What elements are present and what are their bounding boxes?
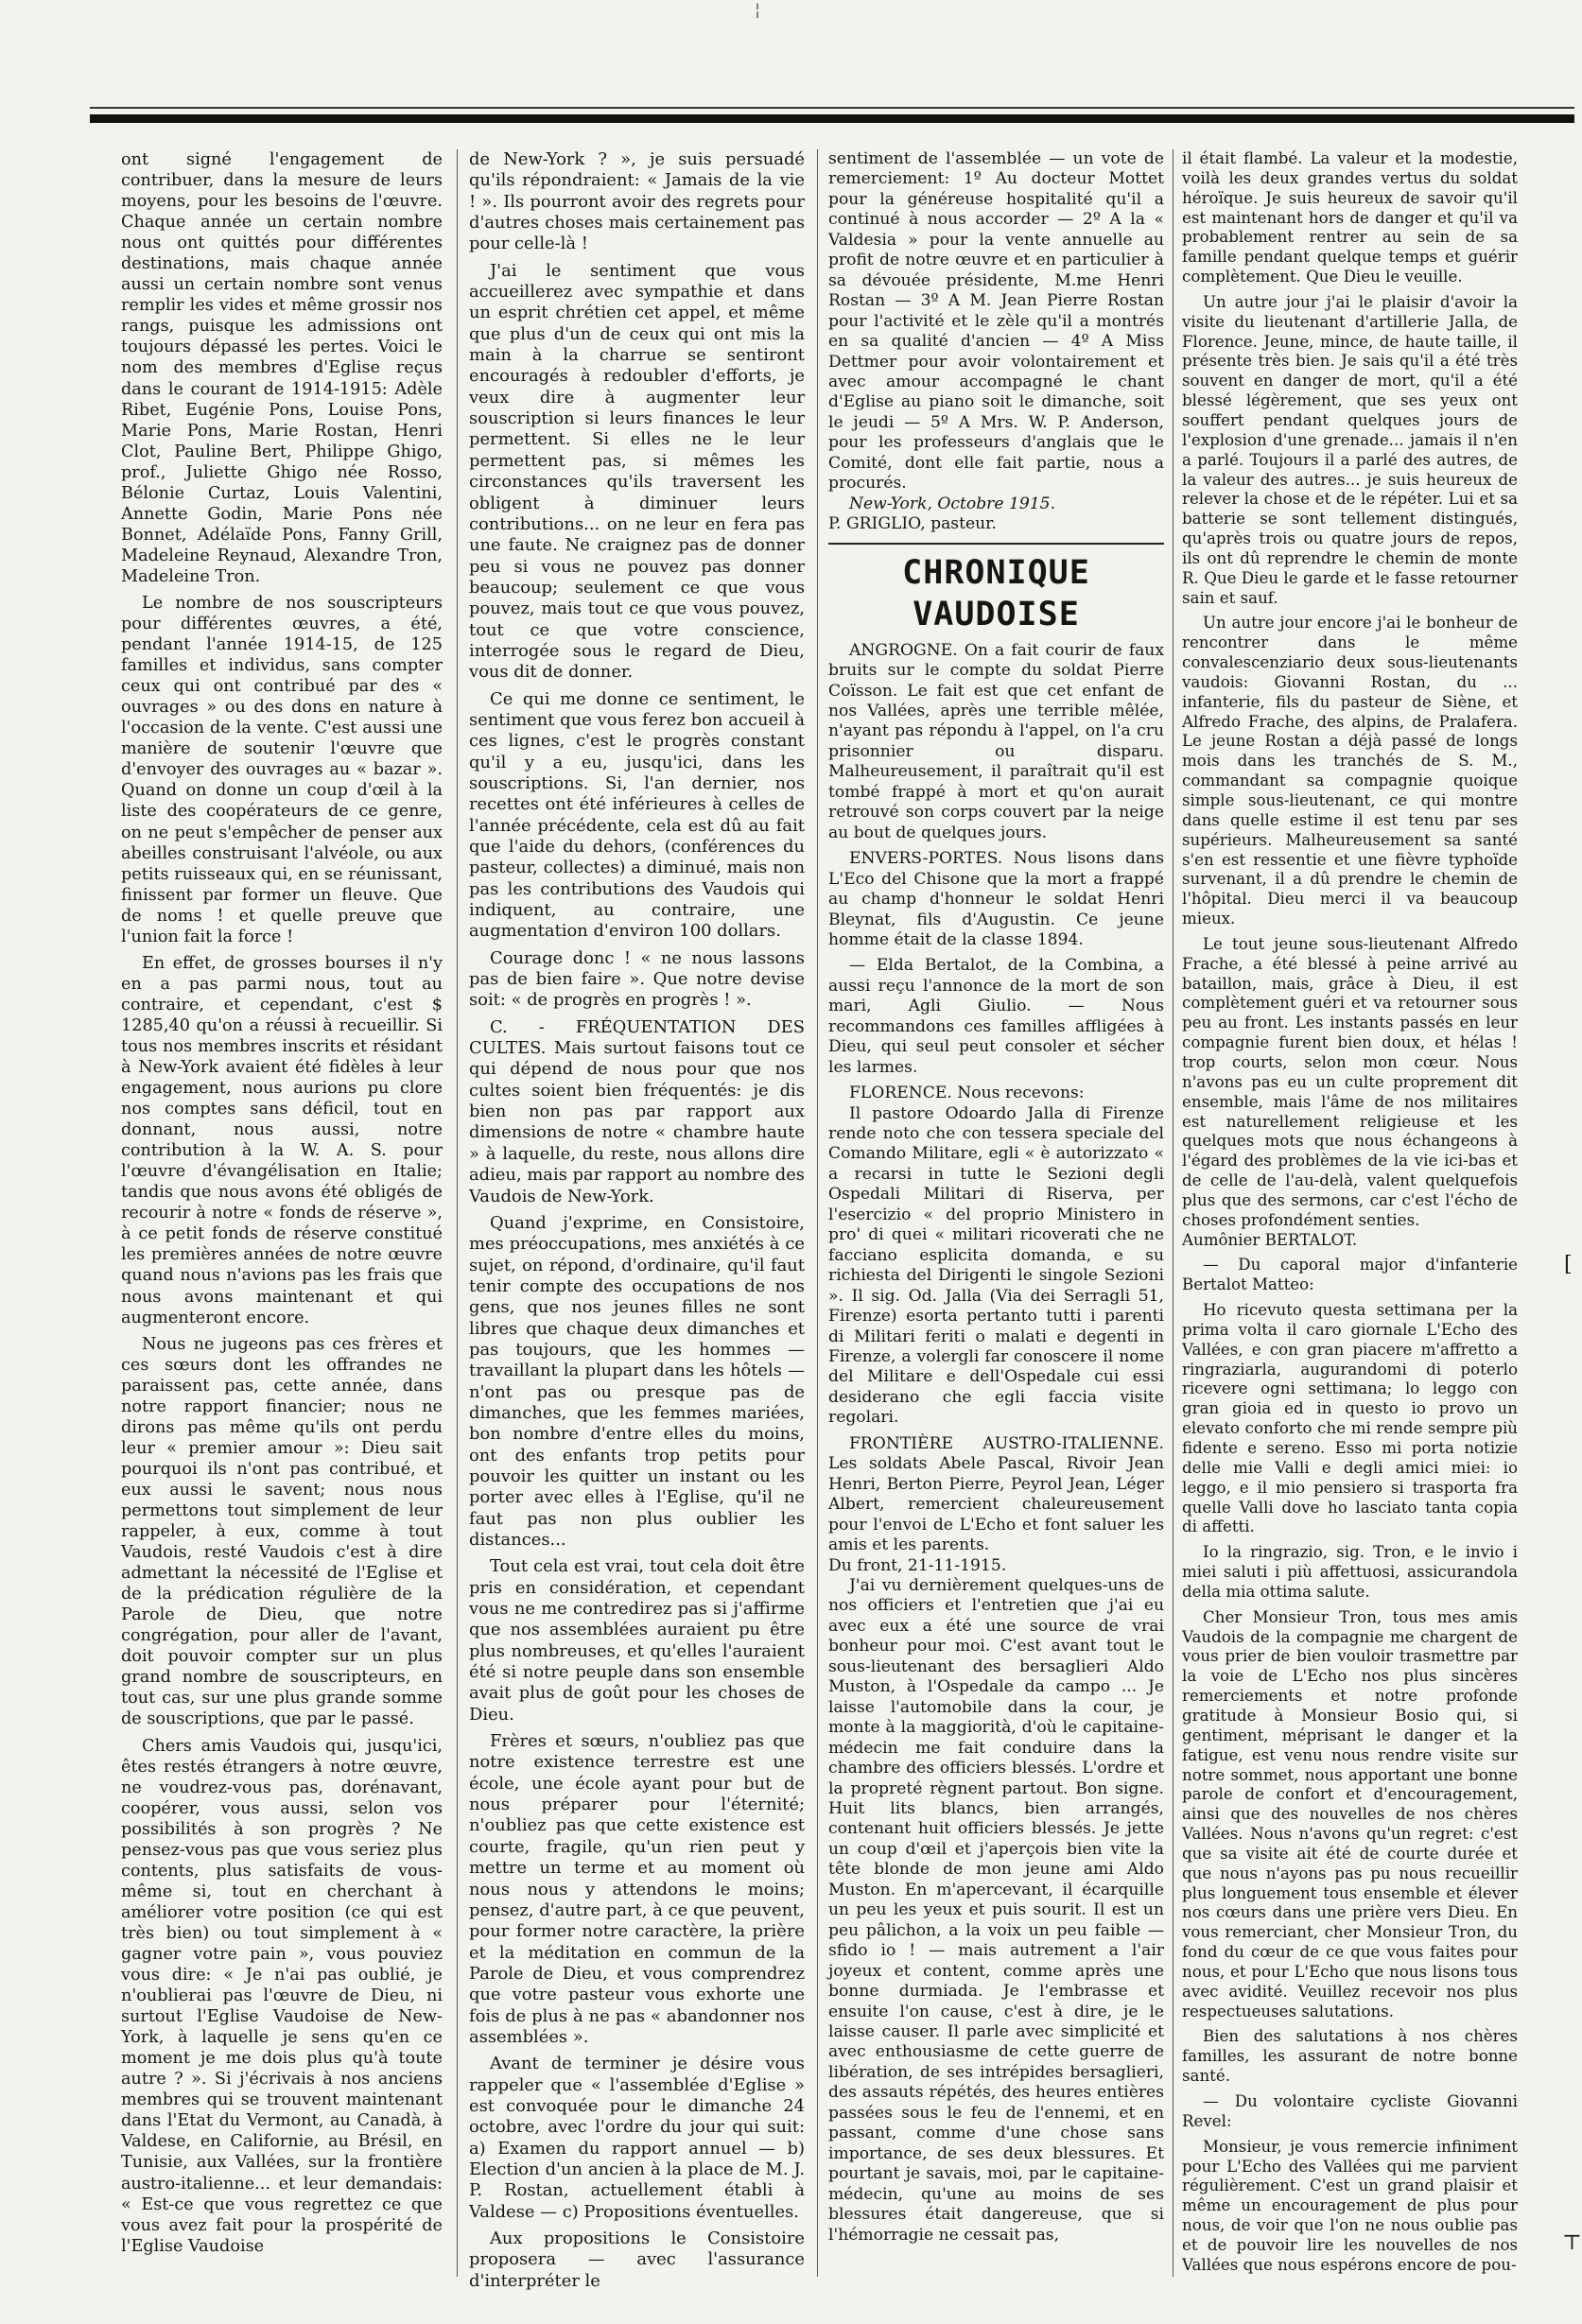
paragraph: Bien des salutations à nos chères familles, les assurant de notre bonne santé. [1182, 2027, 1518, 2086]
paragraph: Un autre jour j'ai le plaisir d'avoir la visite du lieutenant d'artillerie Jalla, de Florence. Jeune, mince, de haute taille, il présente très bien. Je sais qu'il a été très souvent en danger de mort, qu'il a été blessé légèrement, que ses yeux ont souffert pendant quelques jours de l'explosion d'une grenade... jamais il n'en a parlé. Toujours il a parlé des autres, de la valeur des autres... je suis heureux de relever la chose et de le répéter. Lui et sa batterie se sont tellement distingués, qu'après trois ou quatre jours de repos, ils ont dû reprendre le chemin de monte R. Que Dieu le garde et le fasse retourner sain et sauf. [1182, 292, 1518, 607]
column-1 [121, 149, 443, 2257]
dateline: New-York, Octobre 1915. [849, 494, 1056, 513]
signature: P. GRIGLIO, pasteur. [828, 514, 997, 534]
paragraph: ENVERS-PORTES. Nous lisons dans L'Eco del Chisone que la mort a frappé au champ d'honneur le soldat Henri Bleynat, fils d'Augustin. Ce jeune homme était de la classe 1894. [828, 849, 1164, 949]
paragraph: Courage donc ! « ne nous lassons pas de bien faire ». Que notre devise soit: « de progrès en progrès ! ». [469, 947, 805, 1011]
header-thin-rule [90, 107, 1574, 109]
paragraph: Un autre jour encore j'ai le bonheur de rencontrer dans le même convalescenziario deux sous-lieutenants vaudois: Giovanni Rostan, du ... infanterie, fils du pasteur de Siène, et Alfredo Frache, des alpins, de Pralafera. Le jeune Rostan a déjà passé de longs mois dans les tranchés de S. M., commandant sa compagnie quoique simple sous-lieutenant, ce qui montre dans quelle estime il est tenu par ses supérieurs. Malheureusement sa santé s'en est ressentie et une fièvre typhoïde survenant, il a dû prendre le chemin de l'hôpital. Dieu merci il va beaucoup mieux. [1182, 614, 1518, 928]
column-2 [469, 149, 805, 2292]
paragraph: Avant de terminer je désire vous rappeler que « l'assemblée d'Eglise » est convoquée pour le dimanche 24 octobre, avec l'ordre du jour qui suit: a) Examen du rapport annuel — b) Election d'un ancien à la place de M. J. P. Rostan, actuellement établi à Valdese — c) Propositions éventuelles. [469, 2054, 805, 2222]
paragraph: de New-York ? », je suis persuadé qu'ils répondraient: « Jamais de la vie ! ». Ils pourront avoir des regrets pour d'autres choses mais certainement pas pour celle-là ! [469, 149, 805, 254]
paragraph: ANGROGNE. On a fait courir de faux bruits sur le compte du soldat Pierre Coïsson. Le fait est que cet enfant de nos Vallées, après une terrible mêlée, n'ayant pas répondu à l'appel, on l'a cru prisonnier ou disparu. Malheureusement, il paraîtrait qu'il est tombé frappé à mort et qu'on aurait retrouvé son corps couvert par la neige au bout de quelques jours. [828, 640, 1164, 842]
column-divider [817, 149, 818, 2277]
paragraph: Monsieur, je vous remercie infiniment pour L'Echo des Vallées qui me parvient régulièrement. C'est un grand plaisir et même un encouragement de plus pour nous, de voir que l'on ne nous oublie pas et de pouvoir lire les nouvelles de nos Vallées que nous espérons encore de pou- [1182, 2137, 1518, 2274]
byline: — Du caporal major d'infanterie Bertalot Matteo: [1182, 1256, 1518, 1294]
signature: Aumônier BERTALOT. [1182, 1230, 1358, 1249]
paragraph: sentiment de l'assemblée — un vote de remerciement: 1º Au docteur Mottet pour la généreuse hospitalité qu'il a continué à nous accorder — 2º A la « Valdesia » pour la vente annuelle au profit de notre œuvre et en particulier à sa dévouée présidente, M.me Henri Rostan — 3º A M. Jean Pierre Rostan pour l'activité et le zèle qu'il a montrés en sa qualité d'ancien — 4º A Miss Dettmer pour avoir volontairement et avec amour accompagné le chant d'Eglise au piano soit le dimanche, soit le jeudi — 5º A Mrs. W. P. Anderson, pour les professeurs d'anglais que le Comité, dont elle fait partie, nous a procurés. [828, 149, 1164, 494]
paragraph: Ho ricevuto questa settimana per la prima volta il caro giornale L'Echo des Vallées, e con gran piacere m'affretto a ringraziarla, augurandomi di poterlo ricevere ogni settimana; lo leggo con gran gioia ed in questo io provo un elevato conforto che mi rende sempre più fidente e sereno. Esso mi porta notizie delle mie Valli e degli amici miei: io leggo, e il mio pensiero si trasporta fra quelle Valli dove ho lasciato tanta copia di affetti. [1182, 1301, 1518, 1536]
header-thick-rule [90, 114, 1574, 123]
paragraph: J'ai le sentiment que vous accueillerez avec sympathie et dans un esprit chrétien cet appel, et même que plus d'un de ceux qui ont mis la main à la charrue se sentiront encouragés à redoubler d'efforts, je veux dire à augmenter leur souscription si leurs finances le leur permettent. Si elles ne le leur permettent pas, si mêmes les circonstances qu'ils traversent les obligent à diminuer leurs contributions... on ne leur en fera pas une faute. Ne craignez pas de donner peu si vous ne pouvez pas donner beaucoup; seulement ce que vous pouvez, mais tout ce que vous pouvez, tout ce que votre conscience, interrogée sous le regard de Dieu, vous dit de donner. [469, 260, 805, 683]
paragraph: Le tout jeune sous-lieutenant Alfredo Frache, a été blessé à peine arrivé au bataillon, mais, grâce à Dieu, il est complètement guéri et va retourner sous peu au front. Les instants passés en leur compagnie furent bien doux, et hélas ! trop courts, selon mon cœur. Nous n'avons pas eu un culte proprement dit ensemble, mais l'âme de nos militaires est naturellement religieuse et les quelques mots que nous échangeons à l'égard des problèmes de la vie ici-bas et de celle de l'au-delà, valent quelquefois plus que des sermons, car c'est l'écho de choses profondément senties. [1182, 934, 1518, 1229]
column-4 [1182, 149, 1518, 2276]
dateline: Du front, 21-11-1915. [828, 1555, 1007, 1575]
section-title: CHRONIQUE VAUDOISE [902, 553, 1090, 633]
paragraph: ont signé l'engagement de contribuer, dans la mesure de leurs moyens, pour les besoins de l'œuvre. Chaque année un certain nombre nous ont quittés pour différentes destinations, mais chaque année aussi un certain nombre sont venus remplir les vides et même grossir nos rangs, puisque les admissions ont toujours dépassé les pertes. Voici le nom des membres d'Eglise reçus dans le courant de 1914-1915: Adèle Ribet, Eugénie Pons, Louise Pons, Marie Pons, Marie Rostan, Henri Clot, Pauline Bert, Philippe Ghigo, prof., Juliette Ghigo née Rosso, Bélonie Curtaz, Louis Valentini, Annette Godin, Marie Pons née Bonnet, Adélaïde Pons, Fanny Grill, Madeleine Reynaud, Alexandre Tron, Madeleine Tron. [121, 150, 443, 586]
byline: — Du volontaire cycliste Giovanni Revel: [1182, 2092, 1518, 2130]
paragraph: il était flambé. La valeur et la modestie, voilà les deux grandes vertus du soldat héroïque. Je suis heureux de savoir qu'il est maintenant hors de danger et qu'il va probablement rentrer au sein de sa famille pendant quelque temps et guérir complètement. Que Dieu le veuille. [1182, 149, 1518, 286]
paragraph: Il pastore Odoardo Jalla di Firenze rende noto che con tessera speciale del Comando Militare, egli « è autorizzato « a recarsi in tutte le Sezioni degli Ospedali Militari di Riserva, per l'esercizio « del proprio Ministero in pro' di quei « militari ricoverati che ne facciano esplicita domanda, e su richiesta del Dirigenti le singole Sezioni ». Il sig. Od. Jalla (Via dei Serragli 51, Firenze) esorta pertanto tutti i parenti di Militari feriti o malati e degenti in Firenze, a volergli far conoscere il nome del Militare e dell'Ospedale cui essi desiderano che egli faccia visite regolari. [828, 1103, 1164, 1428]
paragraph: Le nombre de nos souscripteurs pour différentes œuvres, a été, pendant l'année 1914-15, de 125 familles et individus, sans compter ceux qui ont contribué par des « ouvrages » ou des dons en nature à l'occasion de la vente. C'est aussi une manière de soutenir l'œuvre que d'envoyer des ouvrages au « bazar ». Quand on donne un coup d'œil à la liste des coopérateurs de ce genre, on ne peut s'empêcher de penser aux abeilles construisant l'alvéole, ou aux petits ruisseaux qui, en se réunissant, finissent par former un fleuve. Que de noms ! et quelle preuve que l'union fait la force ! [121, 593, 443, 946]
paragraph: Chers amis Vaudois qui, jusqu'ici, êtes restés étrangers à notre œuvre, ne voudrez-vous pas, dorénavant, coopérer, vous aussi, selon vos possibilités à son progrès ? Ne pensez-vous pas que vous seriez plus contents, plus satisfaits de vous-même si, tout en cherchant à améliorer votre position (ce qui est très bien) ou tout simplement à « gagner votre pain », vous pouviez vous dire: « Je n'ai pas oublié, je n'oublierai pas l'œuvre de Dieu, ni surtout l'Eglise Vaudoise de New-York, à laquelle je sens qu'en ce moment je me dois plus qu'à toute autre ? ». Si j'écrivais à nos anciens membres qui se trouvent maintenant dans l'Etat du Vermont, au Canadà, à Valdese, en Californie, au Brésil, en Tunisie, aux Vallées, sur la frontière austro-italienne... et leur demandais: « Est-ce que vous regrettez ce que vous avez fait pour la prospérité de l'Eglise Vaudoise [121, 1736, 443, 2256]
top-margin-mark: ¦ [755, 0, 761, 20]
column-divider [457, 149, 458, 2277]
paragraph: Ce qui me donne ce sentiment, le sentiment que vous ferez bon accueil à ces lignes, c'est le progrès constant qu'il y a eu, jusqu'ici, dans les souscriptions. Si, l'an dernier, nos recettes ont été inférieures à celles de l'année précédente, cela est dû au fait que l'aide du dehors, (conférences du pasteur, collectes) a diminué, mais non pas les contributions des Vaudois qui indiquent, au contraire, une augmentation d'environ 100 dollars. [469, 688, 805, 942]
margin-mark: ⊤ [1562, 2231, 1582, 2255]
paragraph: Tout cela est vrai, tout cela doit être pris en considération, et cependant vous ne me contredirez pas si j'affirme que nos assemblées auraient pu être plus nombreuses, et qu'elles l'auraient été si notre peuple dans son ensemble avait plus de goût pour les choses de Dieu. [469, 1556, 805, 1725]
paragraph: Frères et sœurs, n'oubliez pas que notre existence terrestre est une école, une école ayant pour but de nous préparer pour l'éternité; n'oubliez pas que cette existence est courte, fragile, qu'un rien peut y mettre un terme et au moment où nous nous y attendons le moins; pensez, d'autre part, à ce que peuvent, pour former notre caractère, la prière et la méditation en commun de la Parole de Dieu, et vous comprendrez que votre pasteur vous exhorte une fois de plus à ne pas « abandonner nos assemblées ». [469, 1731, 805, 2047]
margin-mark: [ [1564, 1253, 1573, 1276]
column-3 [828, 149, 1164, 2246]
paragraph: Quand j'exprime, en Consistoire, mes préoccupations, mes anxiétés à ce sujet, on répond, d'ordinaire, qu'il faut tenir compte des occupations de nos gens, que nos jeunes filles ne sont libres que chaque deux dimanches et pas toujours, que les hommes — travaillant la plupart dans les hôtels — n'ont pas ou presque pas de dimanches, que les femmes mariées, bon nombre d'entre elles du moins, ont des enfants trop petits pour pouvoir les quitter un instant ou les porter avec elles à l'Eglise, qu'il ne faut pas non plus oublier les distances... [469, 1212, 805, 1550]
paragraph: C. - FRÉQUENTATION DES CULTES. Mais surtout faisons tout ce qui dépend de nous pour que nos cultes soient bien fréquentés: je dis bien non pas par rapport aux dimensions de notre « chambre haute » à laquelle, du reste, nous allons dire adieu, mais par rapport au nombre des Vaudois de New-York. [469, 1016, 805, 1206]
paragraph: Aux propositions le Consistoire proposera — avec l'assurance d'interpréter le [469, 2229, 805, 2291]
section-rule [828, 543, 1164, 545]
paragraph: Nous ne jugeons pas ces frères et ces sœurs dont les offrandes ne paraissent pas, cette année, dans notre rapport financier; nous ne dirons pas même qu'ils ont perdu leur « premier amour »: Dieu sait pourquoi ils n'ont pas contribué, et eux aussi le savent; nous nous permettons tout simplement de leur rappeler, à eux, comme à tout Vaudois, resté Vaudois c'est à dire admettant la nécessité de l'Eglise et de la prédication régulière de la Parole de Dieu, que notre congrégation, pour aller de l'avant, doit pouvoir compter sur un plus grand nombre de souscripteurs, en tout cas, sur une plus grande somme de souscriptions, que par le passé. [121, 1334, 443, 1729]
paragraph: FRONTIÈRE AUSTRO-ITALIENNE. Les soldats Abele Pascal, Rivoir Jean Henri, Berton Pierre, Peyrol Jean, Léger Albert, remercient chaleureusement pour l'envoi de L'Echo et font saluer les amis et les parents. [828, 1433, 1164, 1555]
paragraph: Cher Monsieur Tron, tous mes amis Vaudois de la compagnie me chargent de vous prier de bien vouloir trasmettre par la voie de L'Echo nos plus sincères remerciements et notre profonde gratitude à Monsieur Bosio qui, si gentiment, méprisant le danger et la fatigue, est venu nous rendre visite sur notre sommet, nous apportant une bonne parole de confort et d'encouragement, ainsi que des nouvelles de nos chères Vallées. Nous n'avons qu'un regret: c'est que sa visite ait été de courte durée et que nous n'ayons pas pu nous recueillir plus longuement tous ensemble et élever nos cœurs dans une prière vers Dieu. En vous remerciant, cher Monsieur Tron, du fond du cœur de ce que vous faites pour nous, et pour L'Echo que nous lisons tous avec avidité. Veuillez recevoir nos plus respectueuses salutations. [1182, 1607, 1518, 2020]
paragraph: En effet, de grosses bourses il n'y en a pas parmi nous, tout au contraire, et cependant, c'est $ 1285,40 qu'on a réussi à recueillir. Si tous nos membres inscrits et résidant à New-York avaient été fidèles à leur engagement, nous aurions pu clore nos comptes sans déficil, tout en donnant, nous aussi, notre contribution à la W. A. S. pour l'œuvre d'évangélisation en Italie; tandis que nous avons été obligés de recourir à notre « fonds de réserve », à ce petit fonds de réserve constitué les premières années de notre œuvre quand nous n'avions pas les frais que nous avons maintenant et qui augmenteront encore. [121, 953, 443, 1327]
paragraph: — Elda Bertalot, de la Combina, a aussi reçu l'annonce de la mort de son mari, Agli Giulio. — Nous recommandons ces familles affligées à Dieu, qui seul peut consoler et sécher les larmes. [828, 956, 1164, 1077]
paragraph: FLORENCE. Nous recevons: [849, 1084, 1085, 1103]
paragraph: J'ai vu dernièrement quelques-uns de nos officiers et l'entretien que j'ai eu avec eux a été une source de vrai bonheur pour moi. C'est avant tout le sous-lieutenant des bersaglieri Aldo Muston, à l'Ospedale da campo ... Je laisse l'automobile dans la cour, je monte à la maggiorità, d'où le capitaine-médecin me fait conduire dans la chambre des officiers blessés. L'ordre et la propreté règnent partout. Bon signe. Huit lits blancs, bien arrangés, contenant huit officiers blessés. Je jette un coup d'œil et j'aperçois bien vite la tête blonde de mon jeune ami Aldo Muston. En m'apercevant, il écarquille un peu les yeux et puis sourit. Il est un peu pâlichon, a la voix un peu faible — sfido io ! — mais autrement a l'air joyeux et content, comme après une bonne durmiada. Je l'embrasse et ensuite l'on cause, c'est à dire, je le laisse causer. Il parle avec simplicité et avec enthousiasme de cette guerre de libération, de ses intrépides bersaglieri, des assauts répétés, des heures entières passées sous le feu de l'ennemi, et en passant, comme d'une chose sans importance, de ses deux blessures. Et pourtant je savais, moi, par le capitaine-médecin, qu'une au moins de ses blessures était dangereuse, que si l'hémorragie ne cessait pas, [828, 1576, 1164, 2245]
paragraph: Io la ringrazio, sig. Tron, e le invio i miei saluti i più affettuosi, assicurandola della mia ottima salute. [1182, 1543, 1518, 1601]
